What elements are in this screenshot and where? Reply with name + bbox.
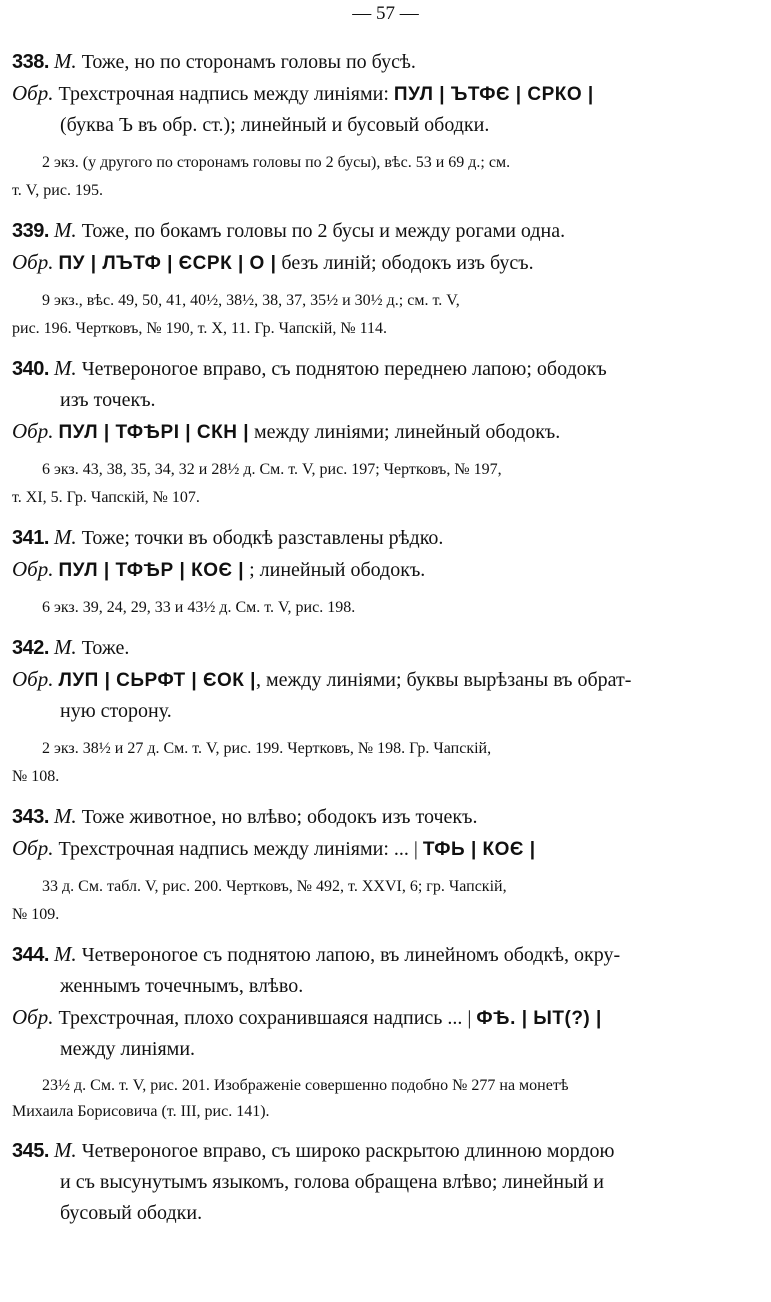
obverse-line (0, 833, 771, 865)
obverse-line (0, 664, 771, 696)
note-line: 23½ д. См. т. V, рис. 201. Изображеніе совершенно подобно № 277 на монетѣ (42, 1077, 569, 1094)
obverse-line (0, 247, 771, 279)
description-continuation: изъ точекъ. (60, 389, 156, 411)
obverse-line (0, 78, 771, 110)
metal-label: М. (53, 218, 77, 242)
note-line: 33 д. См. табл. V, рис. 200. Чертковъ, № 492, т. XXVI, 6; гр. Чапскій, (42, 878, 507, 895)
entry-342 (0, 632, 771, 791)
obverse-line (0, 1002, 771, 1034)
entry-heading (0, 632, 771, 664)
entry-heading (0, 215, 771, 247)
obverse-text: безъ линій; ободокъ изъ бусъ. (281, 252, 534, 274)
entry-description: Тоже; точки въ ободкѣ разставлены рѣдко. (81, 527, 444, 549)
entry-heading (0, 522, 771, 554)
obverse-line (0, 554, 771, 586)
entry-number: 344. (12, 944, 49, 966)
obverse-line (0, 416, 771, 448)
metal-label: М. (53, 635, 77, 659)
inscription-legend: ФѢ. | ЫТ(?) | (476, 1008, 602, 1029)
obverse-label: Обр. (12, 1005, 54, 1029)
note-line: 2 экз. (у другого по сторонамъ головы по 2 бусы), вѣс. 53 и 69 д.; см. (42, 154, 511, 171)
obverse-continuation: ную сторону. (60, 700, 172, 722)
entry-341 (0, 522, 771, 622)
entry-heading (0, 1135, 771, 1167)
obverse-text: , между линіями; буквы вырѣзаны въ обрат- (255, 669, 632, 691)
entry-343 (0, 801, 771, 929)
note-line: рис. 196. Чертковъ, № 190, т. X, 11. Гр. Чапскій, № 114. (12, 320, 387, 337)
note-line: 6 экз. 43, 38, 35, 34, 32 и 28½ д. См. т. V, рис. 197; Чертковъ, № 197, (42, 461, 502, 478)
entry-note (0, 1073, 771, 1125)
entry-note (0, 873, 771, 929)
inscription-legend: ЛУП | СЬРФТ | ЄОК | (58, 670, 256, 691)
obverse-label: Обр. (12, 836, 54, 860)
entry-340 (0, 353, 771, 512)
inscription-legend: ПУЛ | ТФѢР | КОЄ | (58, 560, 245, 581)
description-continuation: и съ высунутымъ языкомъ, голова обращена влѣво; линейный и (60, 1171, 604, 1193)
metal-label: М. (53, 804, 77, 828)
note-line: 6 экз. 39, 24, 29, 33 и 43½ д. См. т. V, рис. 198. (42, 599, 356, 616)
entry-description: Четвероногое вправо, съ поднятою переднею лапою; ободокъ (81, 358, 607, 380)
note-line: т. V, рис. 195. (12, 182, 103, 199)
note-line: 9 экз., вѣс. 49, 50, 41, 40½, 38½, 38, 37, 35½ и 30½ д.; см. т. V, (42, 292, 460, 309)
obverse-text: Трехстрочная, плохо сохранившаяся надпись ... | (58, 1007, 472, 1029)
entry-note (0, 735, 771, 791)
obverse-label: Обр. (12, 557, 54, 581)
entry-345 (0, 1135, 771, 1229)
description-continuation: женнымъ точечнымъ, влѣво. (60, 975, 304, 997)
entry-number: 338. (12, 51, 49, 73)
obverse-text: Трехстрочная надпись между линіями: (58, 83, 389, 105)
inscription-legend: ТФЬ | КОЄ | (422, 839, 536, 860)
description-continuation: бусовый ободки. (60, 1202, 203, 1224)
entry-description: Четвероногое вправо, съ широко раскрытою длинною мордою (81, 1140, 615, 1162)
entry-number: 343. (12, 806, 49, 828)
entry-description: Тоже. (81, 637, 130, 659)
entry-heading (0, 46, 771, 78)
obverse-continuation: (буква Ъ въ обр. ст.); линейный и бусовый ободки. (60, 114, 490, 136)
entry-description: Тоже, но по сторонамъ головы по бусѣ. (81, 51, 416, 73)
entry-number: 339. (12, 220, 49, 242)
entry-description: Тоже, по бокамъ головы по 2 бусы и между рогами одна. (81, 220, 566, 242)
entry-number: 340. (12, 358, 49, 380)
metal-label: М. (53, 49, 77, 73)
entry-note (0, 456, 771, 512)
metal-label: М. (53, 942, 77, 966)
note-line: т. XI, 5. Гр. Чапскій, № 107. (12, 489, 200, 506)
obverse-text: между линіями; линейный ободокъ. (254, 421, 561, 443)
page-number: — 57 — (352, 3, 419, 24)
entry-number: 345. (12, 1140, 49, 1162)
obverse-text: ; линейный ободокъ. (249, 559, 426, 581)
inscription-legend: ПУЛ | ЪТФЄ | СРКО | (393, 84, 594, 105)
entry-description: Четвероногое съ поднятою лапою, въ линейномъ ободкѣ, окру- (81, 944, 621, 966)
metal-label: М. (53, 525, 77, 549)
entry-number: 342. (12, 637, 49, 659)
inscription-legend: ПУ | ЛЪТФ | ЄСРК | О | (58, 253, 277, 274)
obverse-label: Обр. (12, 667, 54, 691)
note-line: 2 экз. 38½ и 27 д. См. т. V, рис. 199. Чертковъ, № 198. Гр. Чапскій, (42, 740, 492, 757)
entry-description: Тоже животное, но влѣво; ободокъ изъ точекъ. (81, 806, 478, 828)
entry-note (0, 594, 771, 622)
note-line: № 109. (12, 906, 60, 923)
catalog-entries (0, 46, 771, 1229)
entry-338 (0, 46, 771, 205)
inscription-legend: ПУЛ | ТФѢРІ | СКН | (58, 422, 250, 443)
entry-heading (0, 939, 771, 971)
entry-heading (0, 353, 771, 385)
note-line: № 108. (12, 768, 60, 785)
entry-number: 341. (12, 527, 49, 549)
entry-note (0, 149, 771, 205)
obverse-label: Обр. (12, 250, 54, 274)
note-line: Михаила Борисовича (т. III, рис. 141). (12, 1103, 270, 1120)
entry-heading (0, 801, 771, 833)
metal-label: М. (53, 356, 77, 380)
metal-label: М. (53, 1138, 77, 1162)
obverse-text: Трехстрочная надпись между линіями: ... | (58, 838, 418, 860)
obverse-label: Обр. (12, 81, 54, 105)
entry-339 (0, 215, 771, 343)
obverse-label: Обр. (12, 419, 54, 443)
entry-344 (0, 939, 771, 1125)
obverse-continuation: между линіями. (60, 1038, 196, 1060)
entry-note (0, 287, 771, 343)
